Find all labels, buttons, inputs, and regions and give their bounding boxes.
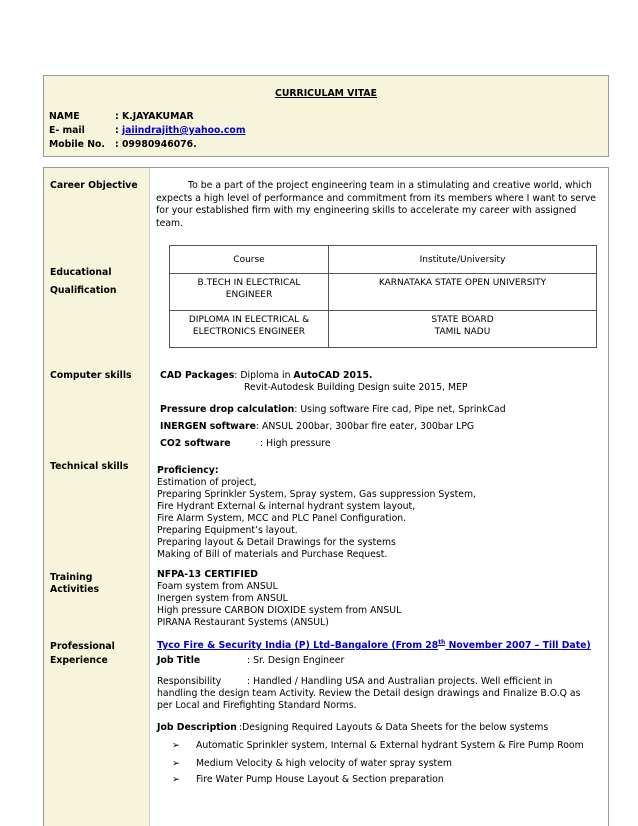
job-title-line <box>157 655 344 667</box>
course-cell <box>170 274 329 311</box>
header-institute: Institute/University <box>329 246 597 274</box>
institute-line: TAMIL NADU <box>434 327 491 337</box>
email-label: E- mail <box>49 125 85 136</box>
label-career-objective: Career Objective <box>50 180 138 191</box>
label-qualification: Qualification <box>50 285 117 296</box>
pressure-drop-value: : Using software Fire cad, Pipe net, SprinkCad <box>294 404 506 415</box>
label-professional: Professional <box>50 641 115 652</box>
table-header-row <box>170 246 597 274</box>
course-line: DIPLOMA IN ELECTRICAL & <box>188 315 310 325</box>
co2-label: CO2 software <box>160 438 231 449</box>
label-training: Training <box>50 572 93 583</box>
responsibility-line-3: per Local and Firefighting Standard Norms. <box>157 700 357 711</box>
list-item <box>172 758 452 769</box>
name-row <box>49 111 194 122</box>
institute-line: KARNATAKA STATE OPEN UNIVERSITY <box>378 278 547 288</box>
list-item: Estimation of project, <box>157 477 257 488</box>
job-description-line <box>157 722 548 734</box>
institute-cell <box>329 311 597 348</box>
course-line: ENGINEER <box>225 290 273 300</box>
inergen-line <box>160 421 474 433</box>
responsibility-line <box>157 676 552 688</box>
document-title: CURRICULAM VITAE <box>275 88 377 99</box>
institute-line: STATE BOARD <box>431 315 494 325</box>
institute-cell <box>329 274 597 311</box>
job-title-value: : Sr. Design Engineer <box>247 655 345 666</box>
job-title-label: Job Title <box>157 655 201 666</box>
course-line: ELECTRONICS ENGINEER <box>192 327 306 337</box>
list-item: Fire Hydrant External & internal hydrant system layout, <box>157 501 416 512</box>
email-link[interactable]: jaiindrajith@yahoo.com <box>121 125 246 136</box>
job-description-label: Job Description <box>157 722 237 733</box>
name-label: NAME <box>49 111 80 122</box>
section-label-column <box>44 168 150 826</box>
list-item: PIRANA Restaurant Systems (ANSUL) <box>157 617 329 628</box>
list-item: Foam system from ANSUL <box>157 581 278 592</box>
bullet-text: Medium Velocity & high velocity of water spray system <box>196 758 452 769</box>
arrow-bullet-icon: ➢ <box>172 758 180 769</box>
mobile-row <box>49 139 197 150</box>
resume-body <box>43 167 609 826</box>
company-link[interactable]: Tyco Fire & Security India (P) Ltd–Bangalore (From 28 <box>157 640 439 652</box>
cad-label: CAD Packages <box>160 370 235 381</box>
responsibility-line-2: handling the design team Activity. Review the Detail design drawings and Finalize B.O.Q as <box>157 688 581 699</box>
table-row <box>170 311 597 348</box>
company-link-end[interactable]: November 2007 – Till Date) <box>445 640 591 652</box>
co2-value: : High pressure <box>260 438 331 449</box>
email-sep: : <box>115 125 119 136</box>
arrow-bullet-icon: ➢ <box>172 774 180 785</box>
proficiency-heading: Proficiency: <box>157 465 219 476</box>
cad-prefix: : Diploma in <box>234 370 294 381</box>
label-technical-skills: Technical skills <box>50 461 129 472</box>
list-item: Preparing layout & Detail Drawings for the systems <box>157 537 396 548</box>
list-item: Fire Alarm System, MCC and PLC Panel Configuration. <box>157 513 407 524</box>
email-row <box>49 125 246 136</box>
list-item <box>172 740 584 751</box>
education-table <box>169 245 597 348</box>
pressure-drop-line <box>160 404 506 416</box>
label-experience: Experience <box>50 655 108 666</box>
inergen-label: INERGEN software <box>160 421 256 432</box>
list-item <box>172 774 444 785</box>
table-row <box>170 274 597 311</box>
company-link-sup[interactable]: th <box>438 639 446 646</box>
list-item: Making of Bill of materials and Purchase Request. <box>157 549 388 560</box>
name-value: : K.JAYAKUMAR <box>115 111 194 122</box>
co2-line <box>160 438 331 450</box>
arrow-bullet-icon: ➢ <box>172 740 180 751</box>
header-course: Course <box>170 246 329 274</box>
pressure-drop-label: Pressure drop calculation <box>160 404 295 415</box>
list-item: Preparing Sprinkler System, Spray system, Gas suppression System, <box>157 489 476 500</box>
career-objective-text: To be a part of the project engineering team in a stimulating and creative world, which expects a high level of performance and commitment from its members where I want to serve for your established firm with my engineering skills to accelerate my career with assigned team. <box>156 180 597 229</box>
bullet-text: Fire Water Pump House Layout & Section preparation <box>196 774 444 785</box>
label-educational: Educational <box>50 267 112 278</box>
label-activities: Activities <box>50 584 100 595</box>
job-description-value: :Designing Required Layouts & Data Sheets for the below systems <box>239 722 549 733</box>
list-item: High pressure CARBON DIOXIDE system from ANSUL <box>157 605 402 616</box>
course-line: B.TECH IN ELECTRICAL <box>197 278 301 288</box>
bullet-text: Automatic Sprinkler system, Internal & External hydrant System & Fire Pump Room <box>196 740 584 751</box>
cad-autocad: AutoCAD 2015. <box>293 370 373 381</box>
mobile-label: Mobile No. <box>49 139 105 150</box>
cad-packages-line <box>160 370 372 382</box>
responsibility-value: : Handled / Handling USA and Australian projects. Well efficient in <box>247 676 553 687</box>
list-item: Preparing Equipment’s layout. <box>157 525 298 536</box>
label-computer-skills: Computer skills <box>50 370 132 381</box>
responsibility-label: Responsibility <box>157 676 222 687</box>
company-heading[interactable] <box>157 637 591 652</box>
header-box <box>43 75 609 157</box>
list-item: Inergen system from ANSUL <box>157 593 288 604</box>
mobile-value: : 09980946076. <box>115 139 197 150</box>
cad-revit-line: Revit-Autodesk Building Design suite 2015, MEP <box>244 382 468 393</box>
nfpa-heading: NFPA-13 CERTIFIED <box>157 569 258 580</box>
course-cell <box>170 311 329 348</box>
inergen-value: : ANSUL 200bar, 300bar fire eater, 300bar LPG <box>255 421 475 432</box>
